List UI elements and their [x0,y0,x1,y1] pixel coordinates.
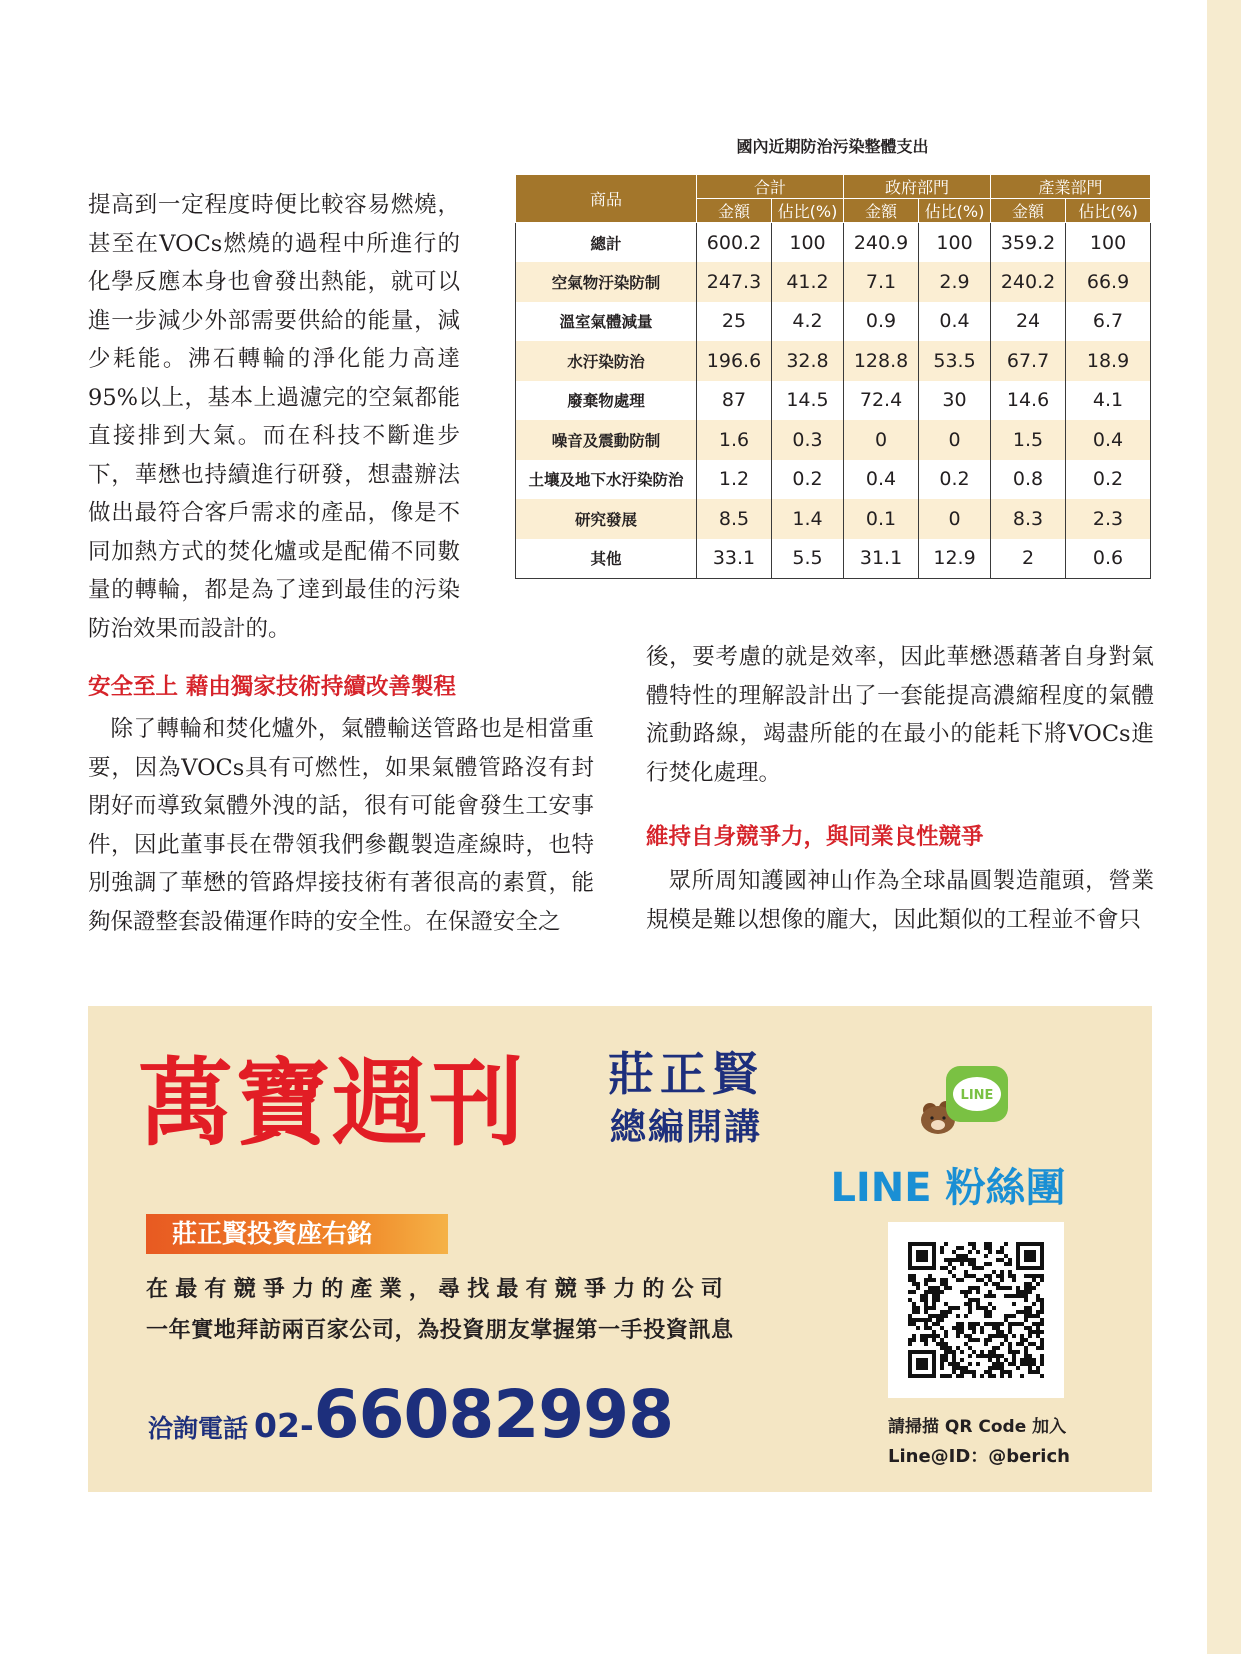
table-cell: 14.6 [991,381,1066,421]
table-cell: 87 [697,381,772,421]
table-row-label: 空氣物汙染防制 [516,262,697,302]
table-cell: 67.7 [991,341,1066,381]
table-cell: 18.9 [1066,341,1151,381]
subheader-share: 佔比(%) [772,199,844,223]
table-cell: 0.1 [844,499,919,539]
table-cell: 1.5 [991,420,1066,460]
right-column-paragraph: 後，要考慮的就是效率，因此華懋憑藉著自身對氣體特性的理解設計出了一套能提高濃縮程度的氣體流動路線，竭盡所能的在最小的能耗下將VOCs進行焚化處理。 [646,644,1154,786]
table-row-label: 其他 [516,539,697,579]
ad-phone-prefix: 02- [254,1406,314,1445]
table-cell: 0.9 [844,302,919,342]
table-cell: 0.4 [844,460,919,500]
table-cell: 25 [697,302,772,342]
table-row-label: 土壤及地下水汙染防治 [516,460,697,500]
header-item: 商品 [516,175,697,223]
table-row [516,302,1151,342]
table-cell: 53.5 [919,341,991,381]
table-row [516,341,1151,381]
table-cell: 0 [919,420,991,460]
table-cell: 33.1 [697,539,772,579]
subheader-amount: 金額 [844,199,919,223]
ad-phone-label: 洽詢電話 [148,1414,249,1443]
table-row-label: 廢棄物處理 [516,381,697,421]
table-cell: 0.2 [919,460,991,500]
ad-motto-badge: 莊正賢投資座右銘 [146,1214,448,1254]
table-cell: 12.9 [919,539,991,579]
table-cell: 100 [919,223,991,263]
qr-code[interactable] [888,1222,1064,1398]
expenditure-table [515,174,1150,579]
table-cell: 0.8 [991,460,1066,500]
ad-lecture-title: 總編開講 [610,1107,763,1148]
table-cell: 0.3 [772,420,844,460]
section-paragraph-safety: 除了轉輪和焚化爐外，氣體輸送管路也是相當重要，因為VOCs具有可燃性，如果氣體管路沒有封閉好而導致氣體外洩的話，很有可能會發生工安事件，因此董事長在帶領我們參觀製造產線時，也特別強調了華懋的管路焊接技術有著很高的素質，能夠保證整套設備運作時的安全性。在保證安全之 [88,716,594,935]
table-cell: 1.6 [697,420,772,460]
table-cell: 196.6 [697,341,772,381]
subheader-share: 佔比(%) [919,199,991,223]
table-row-label: 溫室氣體減量 [516,302,697,342]
line-id: Line@ID：@berich [888,1446,1070,1467]
table-cell: 247.3 [697,262,772,302]
table-cell: 5.5 [772,539,844,579]
table-cell: 24 [991,302,1066,342]
line-app-icon [916,1064,1012,1136]
table-cell: 8.5 [697,499,772,539]
table-cell: 0.4 [1066,420,1151,460]
expenditure-table-grid [515,174,1151,579]
table-cell: 2 [991,539,1066,579]
table-cell: 6.7 [1066,302,1151,342]
header-group-total: 合計 [697,175,844,199]
header-group-government: 政府部門 [844,175,991,199]
ad-phone-number: 66082998 [313,1376,674,1453]
ad-motto-line-1: 在最有競爭力的產業，尋找最有競爭力的公司 [146,1277,731,1302]
table-cell: 0 [919,499,991,539]
table-row-label: 噪音及震動防制 [516,420,697,460]
ad-motto-line-2: 一年實地拜訪兩百家公司，為投資朋友掌握第一手投資訊息 [146,1318,734,1343]
table-row [516,460,1151,500]
intro-paragraph: 提高到一定程度時便比較容易燃燒，甚至在VOCs燃燒的過程中所進行的化學反應本身也會發出熱能，就可以進一步減少外部需要供給的能量，減少耗能。沸石轉輪的淨化能力高達95%以上，基本上過濾完的空氣都能直接排到大氣。而在科技不斷進步下，華懋也持續進行研發，想盡辦法做出最符合客戶需求的產品，像是不同加熱方式的焚化爐或是配備不同數量的轉輪，都是為了達到最佳的污染防治效果而設計的。 [88,192,460,642]
page-side-strip [1207,0,1241,1654]
table-cell: 0.4 [919,302,991,342]
table-cell: 2.9 [919,262,991,302]
ad-editor-name: 莊正賢 [608,1047,764,1101]
table-cell: 240.2 [991,262,1066,302]
line-fan-group-title: LINE 粉絲團 [830,1165,1066,1211]
section-heading-competition: 維持自身競爭力，與同業良性競爭 [646,824,984,850]
table-row [516,262,1151,302]
advertisement-banner [88,1006,1152,1492]
table-row-label: 水汙染防治 [516,341,697,381]
ad-brand-title: 萬寶週刊 [138,1048,527,1159]
table-row [516,539,1151,579]
table-cell: 359.2 [991,223,1066,263]
table-cell: 0.2 [1066,460,1151,500]
header-group-industry: 產業部門 [991,175,1151,199]
subheader-amount: 金額 [697,199,772,223]
table-cell: 66.9 [1066,262,1151,302]
table-cell: 100 [772,223,844,263]
table-cell: 32.8 [772,341,844,381]
subheader-amount: 金額 [991,199,1066,223]
line-icon-text: LINE [960,1088,994,1103]
table-cell: 2.3 [1066,499,1151,539]
table-title: 國內近期防治污染整體支出 [736,137,929,156]
table-cell: 1.4 [772,499,844,539]
table-cell: 31.1 [844,539,919,579]
table-cell: 100 [1066,223,1151,263]
table-cell: 128.8 [844,341,919,381]
table-cell: 0.6 [1066,539,1151,579]
right-column [646,638,1154,792]
table-cell: 4.2 [772,302,844,342]
table-cell: 0 [844,420,919,460]
table-cell: 72.4 [844,381,919,421]
table-cell: 240.9 [844,223,919,263]
table-cell: 30 [919,381,991,421]
table-cell: 600.2 [697,223,772,263]
section-paragraph-competition: 眾所周知護國神山作為全球晶圓製造龍頭，營業規模是難以想像的龐大，因此類似的工程並不會只 [646,868,1154,933]
table-row-label: 研究發展 [516,499,697,539]
subheader-share: 佔比(%) [1066,199,1151,223]
table-cell: 41.2 [772,262,844,302]
qr-caption: 請掃描 QR Code 加入 [888,1417,1067,1437]
table-row-label: 總計 [516,223,697,263]
table-cell: 0.2 [772,460,844,500]
table-cell: 14.5 [772,381,844,421]
table-row [516,381,1151,421]
table-cell: 8.3 [991,499,1066,539]
table-cell: 7.1 [844,262,919,302]
ad-phone-contact [148,1376,673,1456]
section-heading-safety: 安全至上 藉由獨家技術持續改善製程 [88,674,456,700]
qr-code-graphic [908,1242,1044,1378]
table-row [516,499,1151,539]
table-row [516,420,1151,460]
table-row [516,223,1151,263]
table-cell: 4.1 [1066,381,1151,421]
table-cell: 1.2 [697,460,772,500]
